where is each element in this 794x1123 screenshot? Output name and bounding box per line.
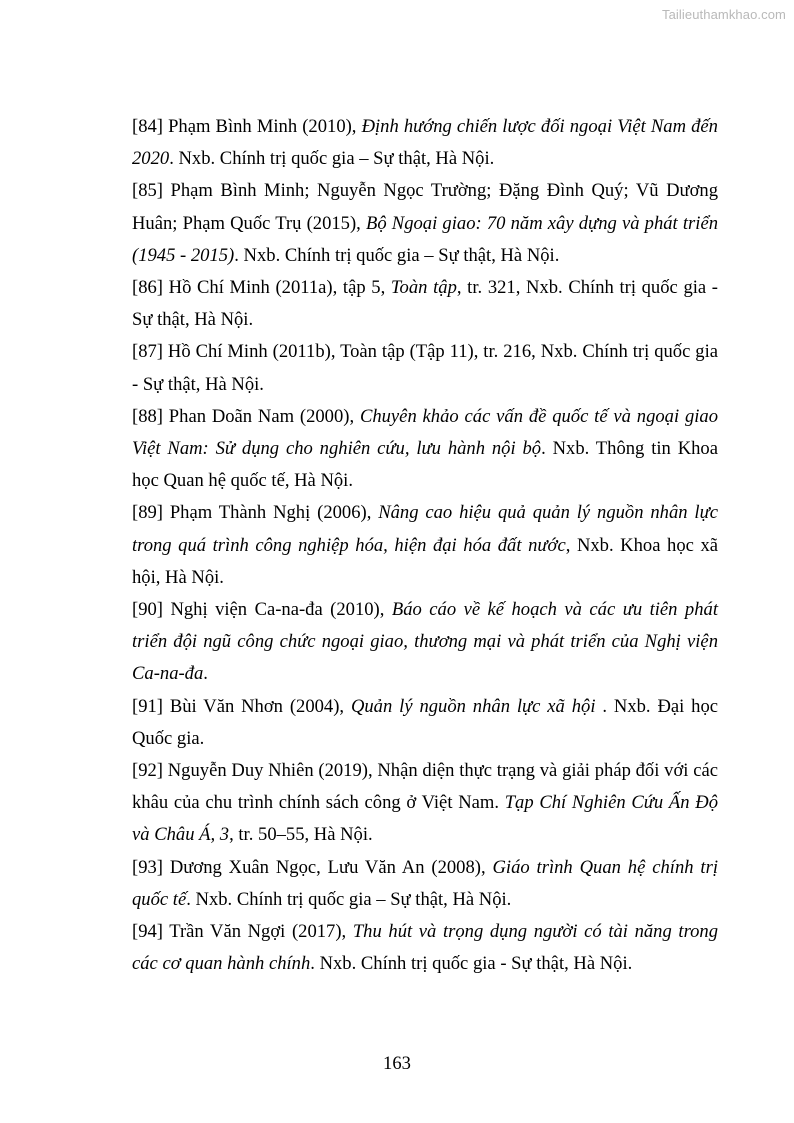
reference-authors: Nguyễn Duy Nhiên (2019), Nhận diện thực trạng và giải pháp đối với các khâu của chu trình chính sách công ở Việt Nam. [132,760,718,814]
reference-authors: Hồ Chí Minh (2011a), tập 5, [162,277,391,299]
reference-title: Chuyên khảo các vấn đề quốc tế và ngoại giao Việt Nam: Sử dụng cho nghiên cứu, lưu hành nội bộ [132,405,719,460]
reference-number: [86] [132,277,163,299]
reference-publisher: . Nxb. Chính trị quốc gia – Sự thật, Hà Nội. [169,148,495,170]
reference-number: [84] [132,116,163,137]
reference-item [132,691,718,755]
reference-title: Bộ Ngoại giao: 70 năm xây dựng và phát triển (1945 - 2015) [132,212,719,266]
reference-number: [92] [132,760,163,782]
reference-number: [87] [132,341,163,363]
reference-item [132,755,718,852]
reference-title: Toàn tập [390,277,457,299]
reference-publisher: . Nxb. Thông tin Khoa học Quan hệ quốc tế, Hà Nội. [132,438,718,492]
reference-number: [88] [132,405,163,427]
watermark: Tailieuthamkhao.com [661,7,786,22]
reference-item [132,594,718,691]
reference-authors: Trần Văn Ngợi (2017), [162,921,353,943]
reference-number: [85] [132,180,163,202]
reference-authors: Phạm Bình Minh (2010), [162,116,362,137]
reference-item [132,916,718,980]
reference-number: [94] [132,921,163,943]
reference-title: Báo cáo về kế hoạch và các ưu tiên phát triển đội ngũ công chức ngoại giao, thương mại và phát triển của Nghị viện Ca-na-đa [132,599,718,685]
reference-title: Tạp Chí Nghiên Cứu Ấn Độ và Châu Á, 3 [132,792,718,846]
reference-authors: Phạm Bình Minh; Nguyễn Ngọc Trường; Đặng Đình Quý; Vũ Dương Huân; Phạm Quốc Trụ (2015), [132,180,718,234]
reference-publisher: , tr. 50–55, Hà Nội. [229,824,373,846]
reference-publisher: . Nxb. Chính trị quốc gia - Sự thật, Hà Nội. [310,953,633,975]
reference-number: [90] [132,599,163,621]
reference-number: [93] [132,856,163,878]
reference-item [132,175,718,272]
reference-publisher: . [203,663,208,685]
reference-item [132,111,718,175]
reference-item [132,401,718,498]
reference-item [132,497,718,594]
reference-list [132,111,718,980]
reference-publisher: , tr. 321, Nxb. Chính trị quốc gia - Sự thật, Hà Nội. [132,277,719,331]
reference-title: Quản lý nguồn nhân lực xã hội [350,695,596,717]
reference-title: Giáo trình Quan hệ chính trị quốc tế [132,856,718,910]
reference-authors: Phan Doãn Nam (2000), [162,405,360,427]
reference-publisher: , Nxb. Khoa học xã hội, Hà Nội. [132,534,718,588]
reference-authors: Phạm Thành Nghị (2006), [162,502,379,524]
reference-number: [91] [132,695,163,717]
reference-authors: Dương Xuân Ngọc, Lưu Văn An (2008), [162,856,493,878]
reference-item [132,336,718,400]
reference-publisher: . Nxb. Chính trị quốc gia – Sự thật, Hà Nội. [234,244,560,266]
reference-item [132,852,718,916]
reference-publisher: . Nxb. Chính trị quốc gia – Sự thật, Hà Nội. [186,888,512,910]
reference-authors: Bùi Văn Nhơn (2004), [162,695,351,717]
reference-title: Thu hút và trọng dụng người có tài năng trong các cơ quan hành chính [132,921,718,975]
reference-number: [89] [132,502,163,524]
reference-title: Định hướng chiến lược đối ngoại Việt Nam đến 2020 [132,116,718,170]
reference-item [132,272,718,336]
page-number: 163 [383,1053,411,1074]
reference-title: Nâng cao hiệu quả quản lý nguồn nhân lực trong quá trình công nghiệp hóa, hiện đại hóa đất nước [132,502,718,556]
reference-authors: Nghị viện Ca-na-đa (2010), [162,599,392,621]
reference-publisher: . Nxb. Đại học Quốc gia. [132,695,719,749]
reference-text: Hồ Chí Minh (2011b), Toàn tập (Tập 11), tr. 216, Nxb. Chính trị quốc gia - Sự thật, Hà Nội. [132,341,718,395]
